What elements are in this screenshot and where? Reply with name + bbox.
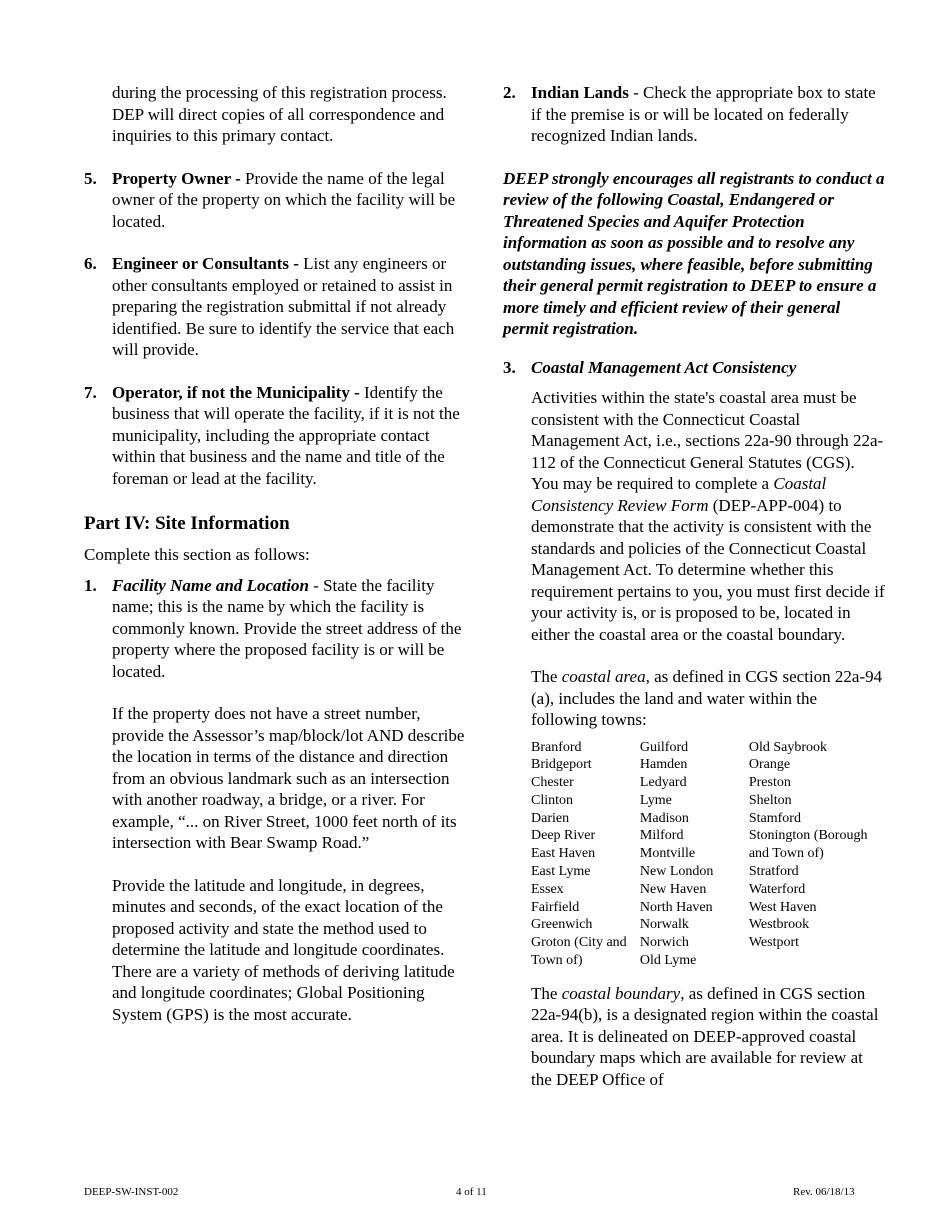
item-title: Property Owner - (112, 168, 241, 188)
town-name: and Town of) (748, 846, 824, 862)
item-text: Identify the business that will operate the facility, if it is not the municipality, including the appropriate contact within that business and the name and title of the foreman or lead at the facility. (112, 382, 460, 488)
town-name: Stamford (748, 810, 801, 826)
town-name: East Haven (531, 846, 596, 862)
town-name: Clinton (531, 792, 574, 808)
item-facility-name-location (84, 575, 476, 683)
coastal-towns-list (531, 739, 885, 970)
item-text: List any engineers or other consultants employed or retained to assist in preparing the registration submittal if not already identified. Be sure to identify the service that each will provide. (112, 254, 455, 359)
town-name: Preston (748, 775, 791, 791)
item-number: 3. (503, 357, 516, 377)
footer-revision-date: Rev. 06/18/13 (793, 1186, 855, 1198)
town-name: Hamden (639, 757, 688, 773)
item-text: Provide the name of the legal owner of the property on which the facility will be located. (112, 168, 456, 231)
town-name: Chester (531, 775, 574, 791)
towns-column-2 (640, 739, 749, 970)
item-title: Engineer or Consultants - (112, 254, 299, 273)
town-name: Essex (531, 881, 564, 897)
item-engineer-consultants (84, 253, 476, 361)
town-name: Ledyard (639, 775, 687, 791)
item-text: - State the facility name; this is the name by which the facility is commonly known. Provide the street address of the property where the proposed facility is or will be located. (112, 575, 462, 681)
coastal-boundary-paragraph: The coastal boundary, as defined in CGS section 22a-94(b), is a designated region within the coastal area. It is delineated on DEEP-approved coastal boundary maps which are available for review at the DEEP Office of (531, 983, 879, 1089)
coastal-boundary-term: coastal boundary (561, 983, 681, 1003)
town-name: Norwich (639, 935, 689, 951)
town-name: Montville (639, 846, 696, 862)
town-name: Stonington (Borough (748, 828, 868, 844)
coastal-area-term: coastal area (561, 667, 646, 686)
form-name: Coastal Consistency Review Form (531, 474, 827, 515)
coastal-consistency-paragraph: Activities within the state's coastal area must be consistent with the Connecticut Coastal Management Act, i.e., sections 22a-90 through 22a-112 of the Connecticut General Statutes (CGS). You may be required to complete a Coastal Consistency Review Form (DEP-APP-004) to demonstrate that the activity is consistent with the standards and policies of the Connecticut Coastal Management Act. To determine whether this requirement pertains to you, you must first decide if your activity is, or is proposed to be, located in either the coastal area or the coastal boundary. (531, 388, 885, 644)
town-name: New Haven (639, 881, 707, 897)
part-iv-heading: Part IV: Site Information (84, 513, 290, 534)
footer-page-number: 4 of 11 (456, 1186, 487, 1198)
coastal-area-paragraph: The coastal area, as defined in CGS section 22a-94 (a), includes the land and water within the following towns: (531, 667, 883, 729)
town-name: Shelton (748, 792, 792, 808)
town-name: Bridgeport (531, 757, 592, 773)
town-name: Waterford (748, 881, 806, 897)
town-name: Guilford (639, 739, 689, 755)
town-name: Lyme (639, 792, 672, 808)
item-number: 7. (84, 382, 97, 402)
item-coastal-management (503, 357, 885, 379)
town-name: Westport (748, 935, 800, 951)
item-operator (84, 382, 476, 490)
town-name: North Haven (639, 899, 713, 915)
left-column (84, 82, 476, 1025)
item-title: Operator, if not the Municipality - (112, 382, 360, 402)
town-name: East Lyme (531, 864, 591, 880)
part-iv-intro: Complete this section as follows: (84, 545, 310, 564)
town-name: West Haven (748, 899, 817, 915)
town-name: Stratford (748, 864, 799, 880)
town-name: Orange (748, 757, 791, 773)
street-number-paragraph: If the property does not have a street number, provide the Assessor’s map/block/lot AND describe the location in terms of the distance and direction from an obvious landmark such as an intersection with another roadway, a bridge, or a river. For example, “... on River Street, 1000 feet north of its intersection with Bear Swamp Road.” (112, 704, 465, 852)
item-indian-lands (503, 82, 885, 147)
town-name: Madison (639, 810, 689, 826)
town-name: Darien (531, 810, 570, 826)
footer-document-id: DEEP-SW-INST-002 (84, 1186, 179, 1198)
town-name: Old Lyme (639, 953, 697, 969)
towns-column-3 (749, 739, 885, 970)
town-name: Branford (531, 739, 582, 755)
town-name: Groton (City and (531, 935, 627, 951)
latitude-longitude-paragraph: Provide the latitude and longitude, in degrees, minutes and seconds, of the exact location of the proposed activity and state the method used to determine the latitude and longitude coordinates. There are a variety of methods of deriving latitude and longitude coordinates; Global Positioning System (GPS) is the most accurate. (112, 875, 455, 1024)
towns-column-1 (531, 739, 640, 970)
town-name: Old Saybrook (748, 739, 828, 755)
town-name: Deep River (531, 828, 596, 844)
right-column (503, 82, 885, 1090)
item-number: 6. (84, 254, 97, 273)
continuation-paragraph: during the processing of this registration process. DEP will direct copies of all correspondence and inquiries to this primary contact. (112, 83, 447, 145)
town-name: Milford (639, 828, 684, 844)
item-property-owner (84, 168, 476, 233)
town-name: Greenwich (531, 917, 593, 933)
town-name: New London (639, 864, 714, 880)
town-name: Fairfield (531, 899, 580, 915)
deep-encouragement-notice: DEEP strongly encourages all registrants to conduct a review of the following Coastal, Endangered or Threatened Species and Aquifer Protection information as soon as possible and to resolve any outstanding issues, where feasible, before submitting their general permit registration to DEEP to ensure a more timely and efficient review of their general permit registration. (503, 168, 885, 338)
town-name: Westbrook (748, 917, 810, 933)
item-title: Facility Name and Location (112, 575, 309, 595)
item-title: Indian Lands (531, 83, 629, 102)
item-number: 1. (84, 575, 97, 595)
item-text: - Check the appropriate box to state if the premise is or will be located on federally recognized Indian lands. (531, 83, 876, 145)
item-title: Coastal Management Act Consistency (531, 357, 797, 377)
item-number: 2. (503, 83, 516, 102)
item-number: 5. (84, 168, 97, 188)
town-name: Norwalk (639, 917, 689, 933)
town-name: Town of) (531, 953, 583, 969)
